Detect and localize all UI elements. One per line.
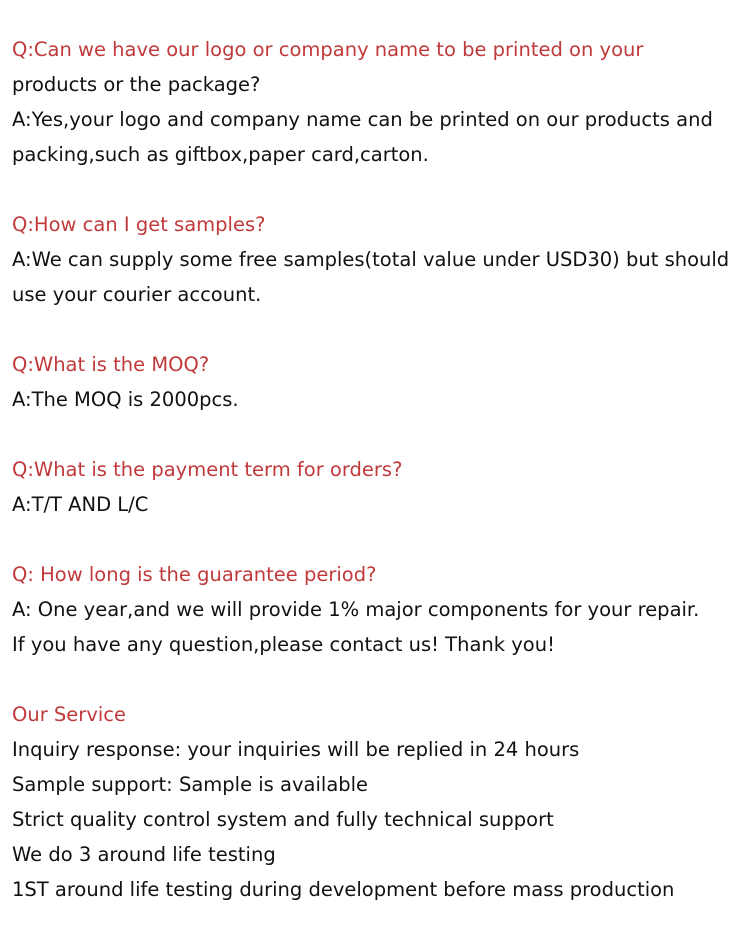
answer-text: packing,such as giftbox,paper card,carton.: [12, 143, 429, 166]
service-item: Sample support: Sample is available: [12, 773, 369, 796]
answer-text: A: One year,and we will provide 1% major components for your repair.: [12, 598, 700, 621]
answer-text: A:Yes,your logo and company name can be printed on our products and: [12, 108, 713, 131]
question-text: Q:Can we have our logo or company name to be printed on your: [12, 38, 644, 61]
spacer: [12, 662, 748, 697]
service-item: We do 3 around life testing: [12, 843, 276, 866]
faq-item-logo: [12, 32, 748, 172]
faq-item-guarantee: [12, 557, 748, 662]
service-item: Strict quality control system and fully technical support: [12, 808, 554, 831]
answer-text: A:We can supply some free samples(total value under USD30) but should: [12, 248, 730, 271]
service-item: 1ST around life testing during development before mass production: [12, 878, 675, 901]
answer-text: A:The MOQ is 2000pcs.: [12, 388, 239, 411]
spacer: [12, 522, 748, 557]
spacer: [12, 417, 748, 452]
question-text: Q: How long is the guarantee period?: [12, 563, 377, 586]
service-title: Our Service: [12, 703, 126, 726]
question-text: Q:How can I get samples?: [12, 213, 266, 236]
answer-text: A:T/T AND L/C: [12, 493, 149, 516]
faq-item-moq: [12, 347, 748, 417]
service-section: [12, 697, 748, 907]
faq-item-samples: [12, 207, 748, 312]
answer-text: If you have any question,please contact us! Thank you!: [12, 633, 555, 656]
service-item: Inquiry response: your inquiries will be replied in 24 hours: [12, 738, 580, 761]
question-text: Q:What is the MOQ?: [12, 353, 210, 376]
answer-text: use your courier account.: [12, 283, 262, 306]
faq-document: [12, 32, 748, 907]
spacer: [12, 312, 748, 347]
faq-item-payment: [12, 452, 748, 522]
answer-text: products or the package?: [12, 73, 261, 96]
question-text: Q:What is the payment term for orders?: [12, 458, 403, 481]
spacer: [12, 172, 748, 207]
